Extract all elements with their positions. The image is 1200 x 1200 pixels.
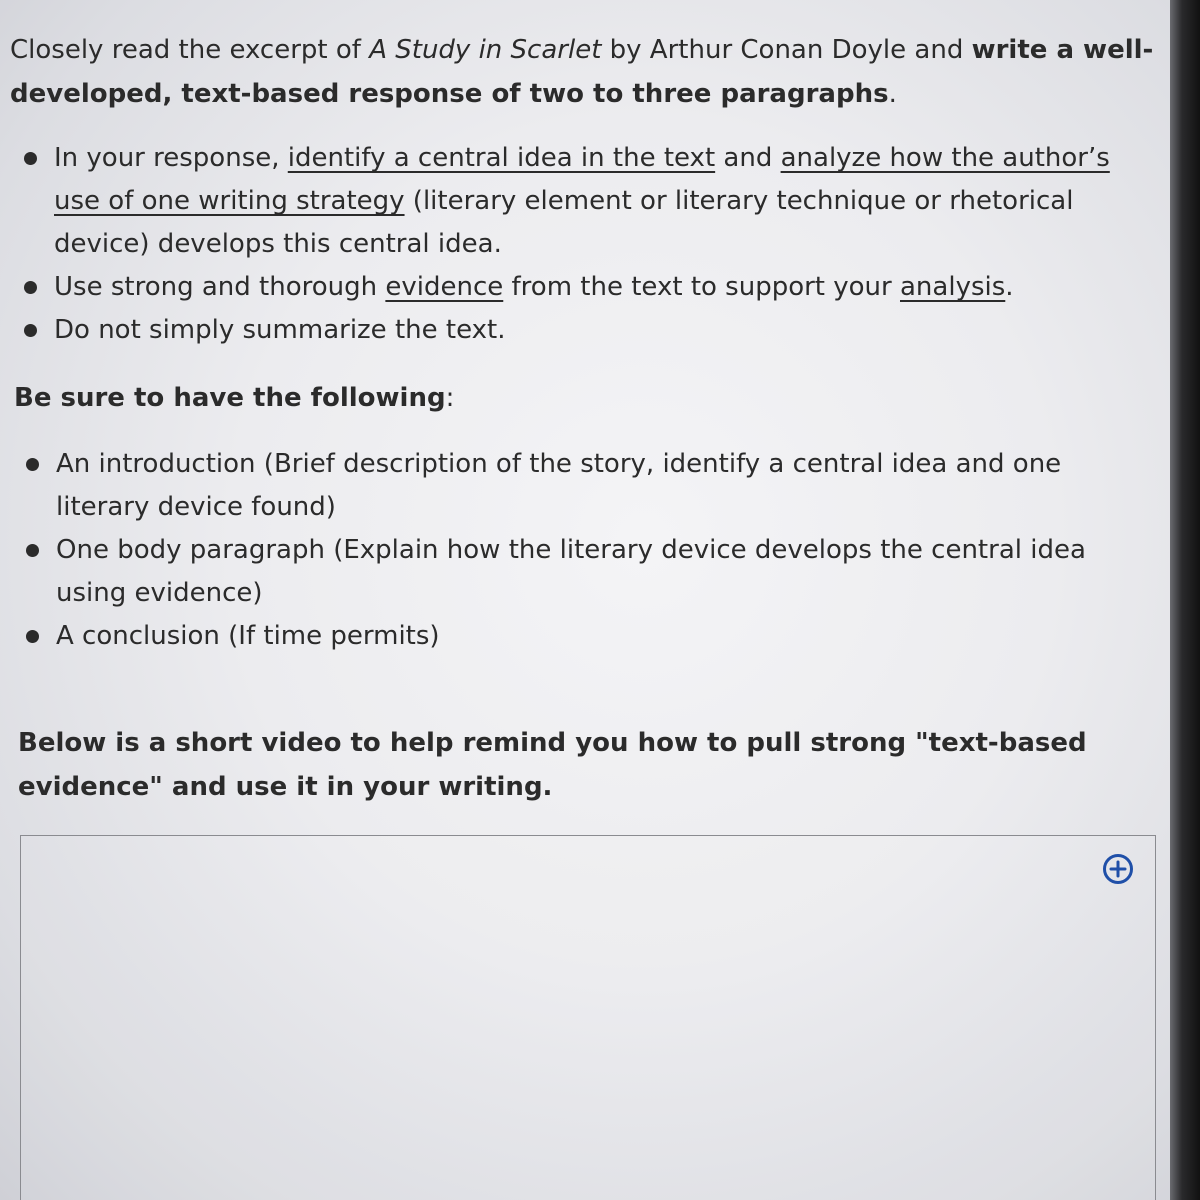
instruction-list: [10, 137, 1130, 352]
bullet-text: from the text to support your: [503, 272, 900, 302]
book-title: A Study in Scarlet: [369, 35, 602, 65]
writing-strategy-link: analyze how the author’s use of one writing strategy: [54, 143, 1110, 216]
analysis-link: analysis: [900, 272, 1006, 302]
intro-middle: by Arthur Conan Doyle and: [601, 35, 972, 65]
requirement-text: A conclusion (If time permits): [56, 621, 440, 651]
central-idea-link: identify a central idea in the text: [287, 143, 716, 173]
plus-circle-icon: [1102, 853, 1134, 885]
bullet-text: .: [1005, 272, 1014, 302]
list-item: [10, 309, 1130, 352]
evidence-link: evidence: [385, 272, 504, 302]
bullet-text: and: [715, 143, 781, 173]
bullet-text: (literary element or literary technique or rhetorical device) develops this central idea.: [54, 186, 1074, 259]
bullet-text: Use strong and thorough: [54, 272, 386, 302]
bullet-icon: [26, 630, 39, 643]
requirement-text: An introduction (Brief description of the story, identify a central idea and one literary device found): [56, 449, 1062, 522]
bullet-icon: [26, 544, 39, 557]
bullet-icon: [24, 281, 37, 294]
screen-bezel: [1170, 0, 1200, 1200]
intro-prefix: Closely read the excerpt of: [10, 35, 370, 65]
requirements-heading-text: Be sure to have the following: [14, 383, 446, 413]
video-embed[interactable]: [20, 835, 1156, 1200]
list-item: [10, 137, 1130, 266]
bullet-text: In your response,: [54, 143, 288, 173]
bullet-icon: [24, 324, 37, 337]
instructions-intro: [10, 28, 1160, 116]
bullet-icon: [24, 152, 37, 165]
heading-colon: :: [445, 383, 455, 413]
list-item: [12, 529, 1122, 615]
requirements-list: [12, 443, 1122, 658]
intro-bold-task: write a well-developed, text-based response of two to three paragraphs: [10, 35, 1154, 109]
intro-end: .: [888, 79, 897, 109]
bullet-icon: [26, 458, 39, 471]
video-note: Below is a short video to help remind you how to pull strong "text-based evidence" and use it in your writing.: [18, 728, 1087, 802]
requirements-heading: [14, 376, 454, 420]
list-item: [10, 266, 1130, 309]
list-item: [12, 443, 1122, 529]
bullet-text: Do not simply summarize the text.: [54, 315, 506, 345]
expand-button[interactable]: [1102, 853, 1134, 885]
requirement-text: One body paragraph (Explain how the literary device develops the central idea using evidence): [56, 535, 1086, 608]
list-item: [12, 615, 1122, 658]
